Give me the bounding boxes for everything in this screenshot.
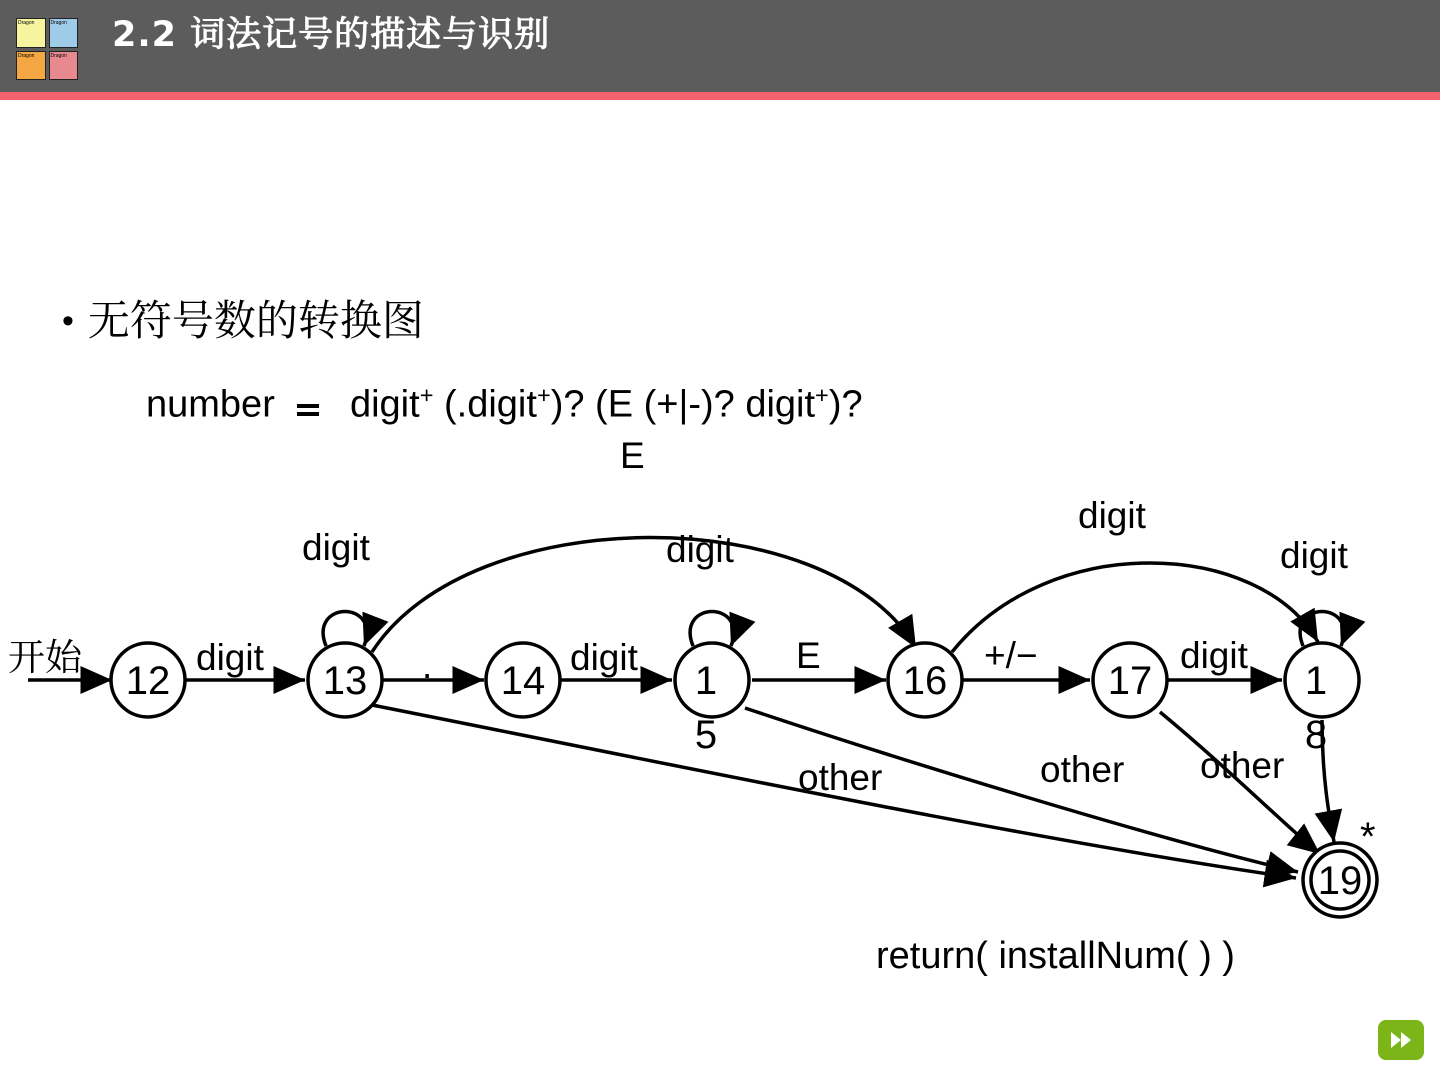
page-title: 2.2 词法记号的描述与识别 xyxy=(112,15,551,55)
bullet-item xyxy=(62,298,424,344)
state-label-17: 17 xyxy=(1107,659,1153,703)
state-label-18-top: 1 xyxy=(1304,659,1328,703)
return-action-label: return( installNum( ) ) xyxy=(876,935,1235,977)
edge-label-17-18: digit xyxy=(1180,635,1248,676)
book-logo-icon xyxy=(16,18,78,80)
edge-label-15-16-E: E xyxy=(796,635,821,676)
transition-diagram xyxy=(0,430,1440,1030)
state-label-15-bottom: 5 xyxy=(694,713,718,757)
start-label: 开始 xyxy=(8,636,82,679)
edge-15-15-self xyxy=(690,612,734,647)
formula-plus-3: + xyxy=(815,382,829,408)
state-label-18-bottom: 8 xyxy=(1304,713,1328,757)
edge-label-13-19-other: other xyxy=(798,757,883,798)
state-label-13: 13 xyxy=(322,659,368,703)
definition-arrow-icon xyxy=(291,400,333,414)
state-label-19: 19 xyxy=(1317,859,1363,903)
edge-label-18-self: digit xyxy=(1280,535,1348,576)
next-slide-button[interactable] xyxy=(1378,1020,1424,1060)
edge-label-14-15: digit xyxy=(570,637,638,678)
state-label-14: 14 xyxy=(500,659,546,703)
edge-label-13-14: . xyxy=(422,645,433,686)
formula-plus-1: + xyxy=(419,382,434,408)
formula-rhs-3: )? (E (+|-)? digit xyxy=(550,383,816,426)
state-label-16: 16 xyxy=(902,659,948,703)
edge-label-13-16-E: E xyxy=(620,435,645,476)
edge-label-12-13: digit xyxy=(196,637,264,678)
formula-lhs: number xyxy=(146,383,275,426)
formula-rhs-2: (.digit xyxy=(433,383,537,426)
edge-18-18-self xyxy=(1300,612,1344,647)
logo-cell: Dragon xyxy=(16,51,46,81)
formula-rhs-1: digit xyxy=(349,383,420,426)
formula-plus-2: + xyxy=(536,382,551,408)
grammar-formula xyxy=(146,382,863,427)
logo-cell: Dragon xyxy=(49,18,79,48)
edge-13-16-E xyxy=(372,537,916,652)
header-accent-rule xyxy=(0,92,1440,100)
state-label-12: 12 xyxy=(125,659,171,703)
logo-cell: Dragon xyxy=(49,51,79,81)
edge-label-16-17: +/− xyxy=(984,635,1038,676)
bullet-marker-icon: • xyxy=(62,302,74,340)
edge-label-17-19-other: other xyxy=(1200,745,1285,786)
formula-rhs-4: )? xyxy=(828,383,863,426)
edge-label-15-19-other: other xyxy=(1040,749,1125,790)
edge-label-16-18-digit: digit xyxy=(1078,495,1146,536)
accept-marker: * xyxy=(1360,815,1376,859)
edge-label-13-self: digit xyxy=(302,527,370,568)
edge-label-15-self: digit xyxy=(666,529,734,570)
state-label-15-top: 1 xyxy=(694,659,718,703)
chevron-right-icon xyxy=(1387,1029,1415,1051)
bullet-label: 无符号数的转换图 xyxy=(87,296,424,345)
edge-13-13-self xyxy=(323,612,367,647)
logo-cell: Dragon xyxy=(16,18,46,48)
